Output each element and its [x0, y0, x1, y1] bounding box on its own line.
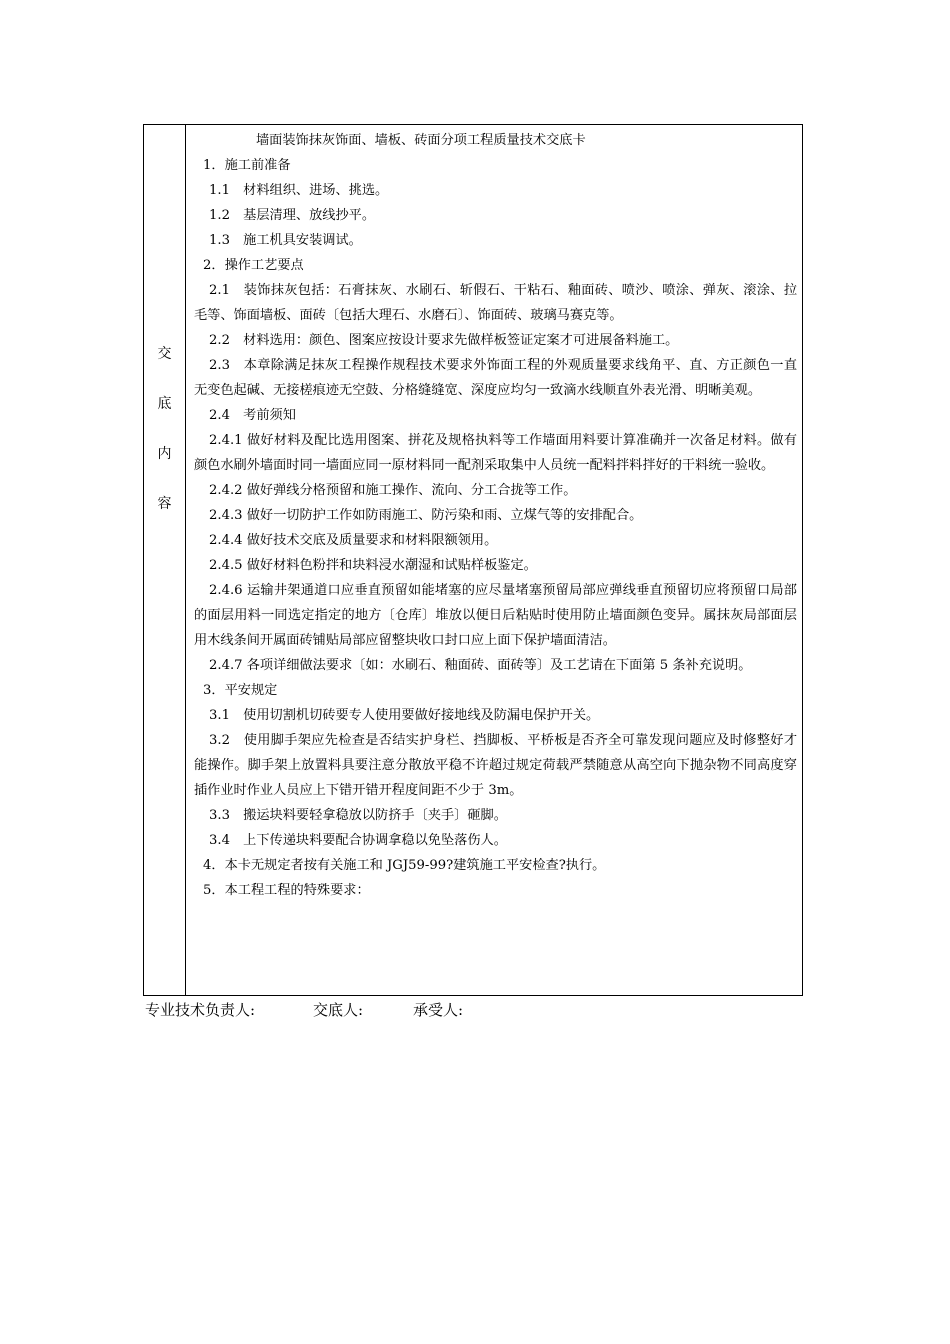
side-label-char: 底	[157, 396, 172, 412]
content-line: 3.1 使用切割机切砖要专人使用要做好接地线及防漏电保护开关。	[209, 708, 600, 723]
content-line: 1．施工前准备	[203, 158, 291, 173]
content-paragraph: 2.2 材料选用：颜色、图案应按设计要求先做样板签证定案才可进展备料施工。	[209, 333, 679, 348]
side-label-char: 交	[157, 346, 172, 362]
content-line: 3．平安规定	[203, 683, 278, 698]
tech-lead-label: 专业技术负责人:	[145, 1001, 256, 1019]
content-line: 4．本卡无规定者按有关施工和 JGJ59-99?建筑施工平安检查?执行。	[203, 858, 606, 873]
content-paragraph: 2.3 本章除满足抹灰工程操作规程技术要求外饰面工程的外观质量要求线角平、直、方正颜色一直无变色起碱、无接槎痕迹无空鼓、分格缝缝宽、深度应均匀一致滴水线顺直外表光滑、明晰美观。	[194, 358, 797, 398]
content-line: 2．操作工艺要点	[203, 258, 304, 273]
content-line: 3.3 搬运块料要轻拿稳放以防挤手〔夹手〕砸脚。	[209, 808, 507, 823]
content-line: 3.4 上下传递块料要配合协调拿稳以免坠落伤人。	[209, 833, 507, 848]
side-label-char: 内	[157, 446, 172, 462]
side-label	[144, 342, 185, 542]
content-line: 2.4.7 各项详细做法要求〔如：水刷石、釉面砖、面砖等〕及工艺请在下面第 5 条补充说明。	[209, 658, 752, 673]
content-line: 2.4.5 做好材料色粉拌和块料浸水潮湿和试贴样板鉴定。	[209, 558, 537, 573]
content-line: 2.4.3 做好一切防护工作如防雨施工、防污染和雨、立煤气等的安排配合。	[209, 508, 643, 523]
receiver-label: 承受人:	[413, 1001, 464, 1019]
content-paragraph: 3.2 使用脚手架应先检查是否结实护身栏、挡脚板、平桥板是否齐全可靠发现问题应及时修整好才能操作。脚手架上放置料具要注意分散放平稳不许超过规定荷载严禁随意从高空向下抛杂物不同高度穿插作业时作业人员应上下错开错开程度间距不少于 3m。	[194, 733, 797, 798]
content-line: 5．本工程工程的特殊要求：	[203, 883, 370, 898]
card-title: 墙面装饰抹灰饰面、墙板、砖面分项工程质量技术交底卡	[256, 133, 586, 148]
signature-row	[145, 999, 463, 1020]
content-paragraph: 2.4.1 做好材料及配比选用图案、拼花及规格执料等工作墙面用料要计算准确并一次备足材料。做有颜色水刷外墙面时同一墙面应同一原材料同一配剂采取集中人员统一配料拌料拌好的干料统一验收。	[194, 433, 797, 473]
side-label-char: 容	[157, 496, 172, 512]
content-line: 1.1 材料组织、进场、挑选。	[209, 183, 389, 198]
content-line: 1.3 施工机具安装调试。	[209, 233, 362, 248]
content-line: 2.4.4 做好技术交底及质量要求和材料限额领用。	[209, 533, 498, 548]
content-line: 2.4.2 做好弹线分格预留和施工操作、流向、分工合拢等工作。	[209, 483, 577, 498]
content-paragraph: 2.1 装饰抹灰包括：石膏抹灰、水刷石、斩假石、干粘石、釉面砖、喷沙、喷涂、弹灰、滚涂、拉毛等、饰面墙板、面砖〔包括大理石、水磨石〕、饰面砖、玻璃马赛克等。	[194, 283, 797, 323]
side-label-column	[144, 125, 186, 995]
disclosure-card	[143, 124, 803, 996]
content-line: 2.4 考前须知	[209, 408, 296, 423]
disclosure-content	[194, 128, 797, 903]
discloser-label: 交底人:	[313, 1001, 364, 1019]
content-line: 1.2 基层清理、放线抄平。	[209, 208, 376, 223]
content-paragraph: 2.4.6 运输井架通道口应垂直预留如能堵塞的应尽量堵塞预留局部应弹线垂直预留切应将预留口局部的面层用料一同选定指定的地方〔仓库〕堆放以便日后粘贴时使用防止墙面颜色变异。属抹灰局部面层用木线条间开属面砖铺贴局部应留整块收口封口应上面下保护墙面清洁。	[194, 583, 797, 648]
